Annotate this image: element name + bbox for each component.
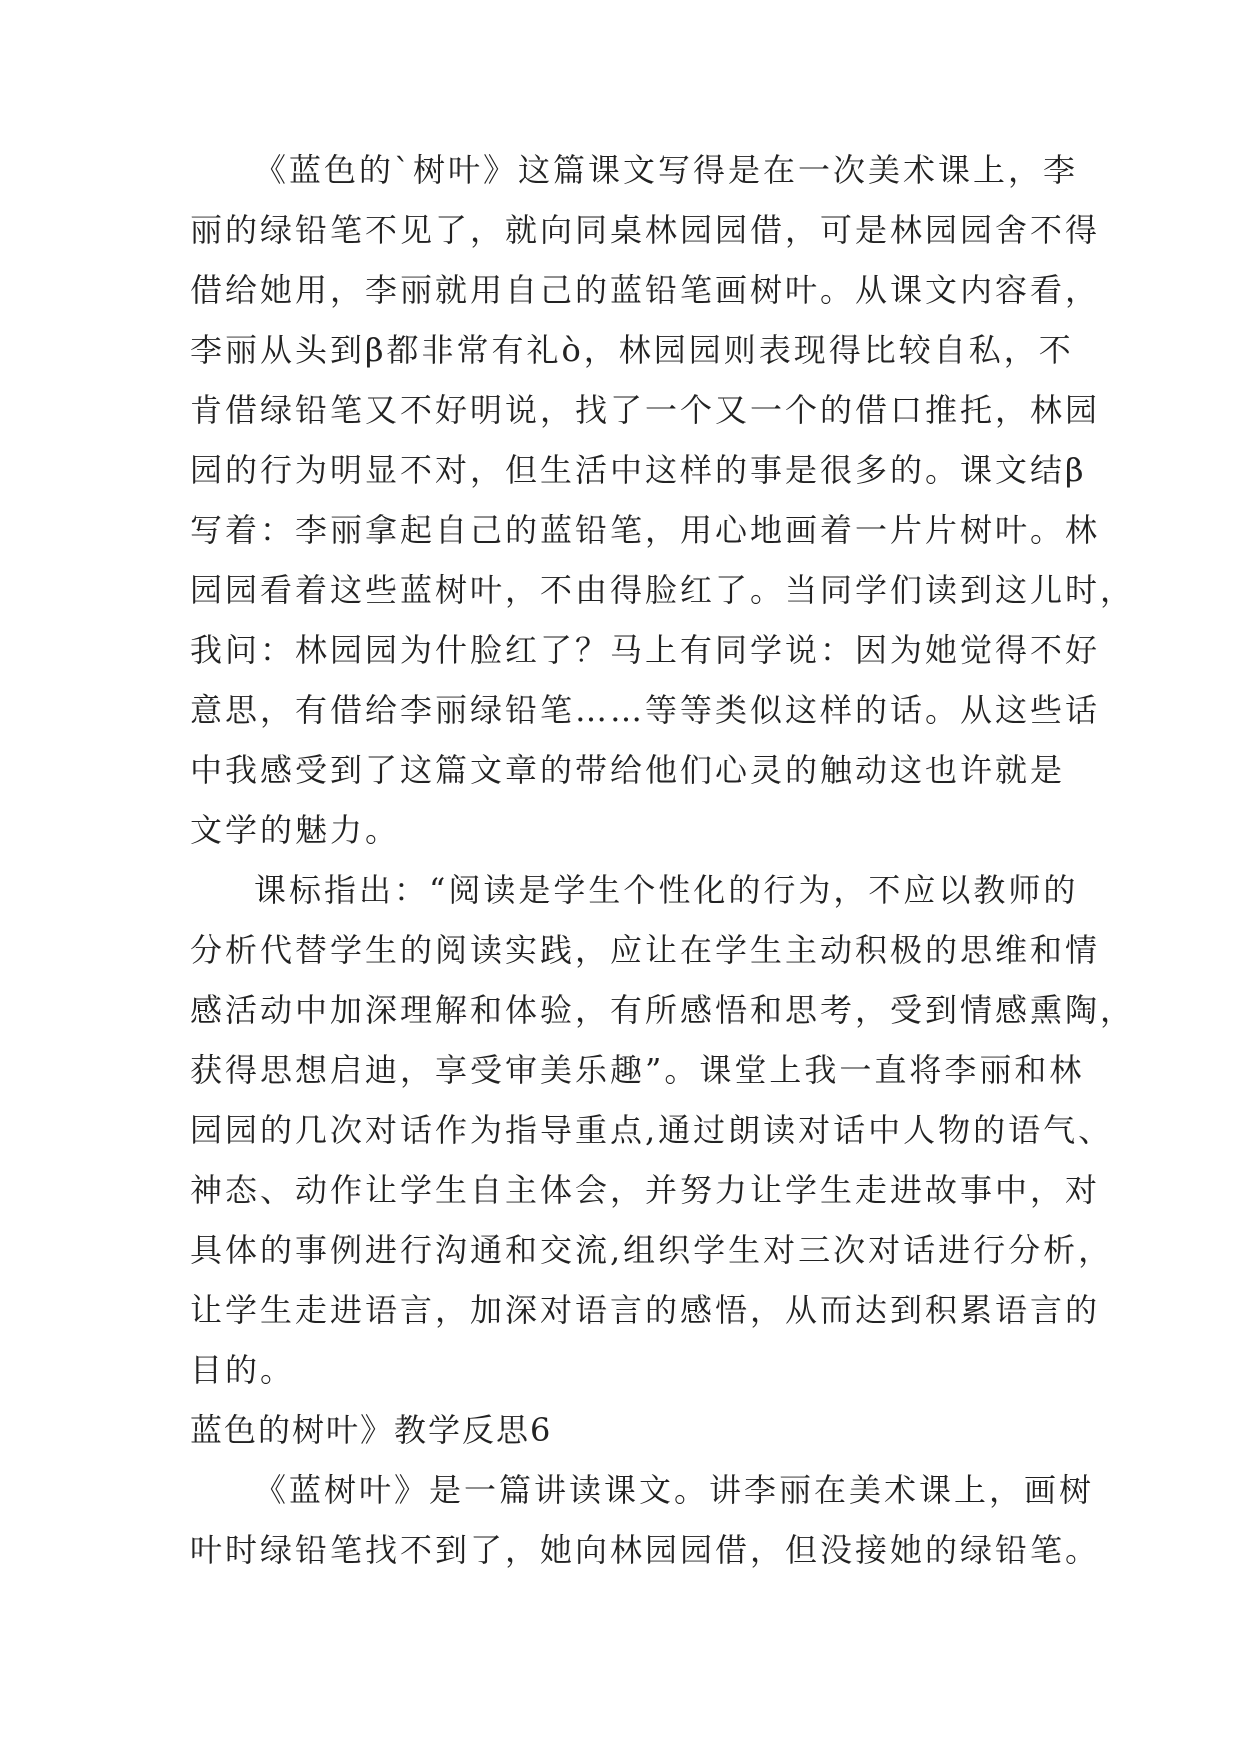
paragraph-1-line-2: 丽的绿铅笔不见了，就向同桌林园园借，可是林园园舍不得 [190,211,1101,249]
paragraph-1-line-1: 《蓝色的`树叶》这篇课文写得是在一次美术课上，李 [254,151,1079,189]
paragraph-2-line-3: 感活动中加深理解和体验，有所感悟和思考，受到情感熏陶， [190,991,1136,1029]
paragraph-2-line-8: 让学生走进语言，加深对语言的感悟，从而达到积累语言的 [190,1291,1101,1329]
paragraph-3-line-2: 叶时绿铅笔找不到了，她向林园园借，但没接她的绿铅笔。 [190,1531,1101,1569]
section-heading: 蓝色的树叶》教学反思6 [190,1411,553,1449]
paragraph-2-line-4: 获得思想启迪，享受审美乐趣”。课堂上我一直将李丽和林 [190,1051,1085,1089]
paragraph-1-line-4: 李丽从头到β都非常有礼ò，林园园则表现得比较自私，不 [190,331,1074,369]
paragraph-1-line-11: 中我感受到了这篇文章的带给他们心灵的触动这也许就是 [190,751,1066,789]
paragraph-1-line-10: 意思，有借给李丽绿铅笔……等等类似这样的话。从这些话 [190,691,1101,729]
paragraph-2-line-6: 神态、动作让学生自主体会，并努力让学生走进故事中，对 [190,1171,1101,1209]
paragraph-2-line-5: 园园的几次对话作为指导重点,通过朗读对话中人物的语气、 [190,1111,1114,1149]
paragraph-2-line-7: 具体的事例进行沟通和交流,组织学生对三次对话进行分析， [190,1231,1114,1269]
paragraph-1-line-12: 文学的魅力。 [190,811,401,849]
paragraph-1-line-7: 写着：李丽拿起自己的蓝铅笔，用心地画着一片片树叶。林 [190,511,1101,549]
paragraph-1-line-6: 园的行为明显不对，但生活中这样的事是很多的。课文结β [190,451,1087,489]
paragraph-2-line-2: 分析代替学生的阅读实践，应让在学生主动积极的思维和情 [190,931,1101,969]
paragraph-1-line-5: 肯借绿铅笔又不好明说，找了一个又一个的借口推托，林园 [190,391,1101,429]
paragraph-3-line-1: 《蓝树叶》是一篇讲读课文。讲李丽在美术课上，画树 [254,1471,1095,1509]
paragraph-1-line-8: 园园看着这些蓝树叶，不由得脸红了。当同学们读到这儿时， [190,571,1136,609]
paragraph-1-line-9: 我问：林园园为什脸红了？马上有同学说：因为她觉得不好 [190,631,1101,669]
paragraph-2-line-9: 目的。 [190,1351,296,1389]
paragraph-2-line-1: 课标指出：“阅读是学生个性化的行为，不应以教师的 [254,871,1079,909]
paragraph-1-line-3: 借给她用，李丽就用自己的蓝铅笔画树叶。从课文内容看， [190,271,1101,309]
